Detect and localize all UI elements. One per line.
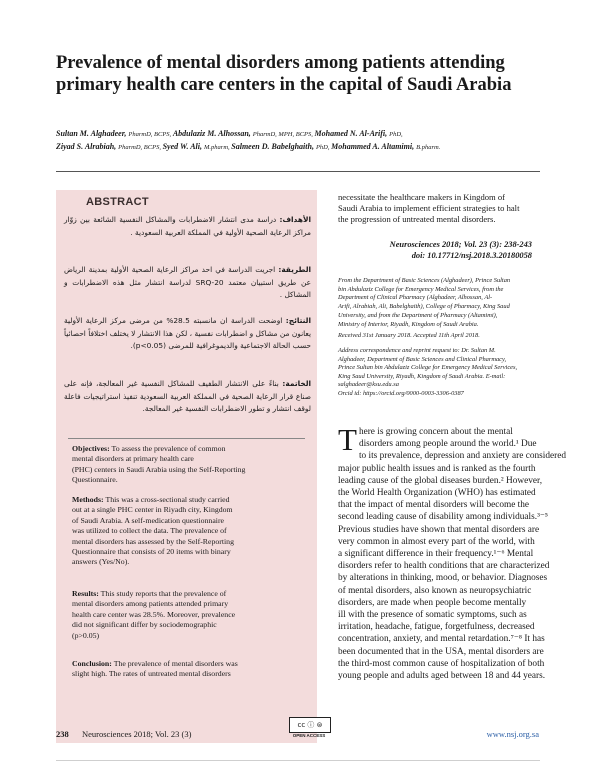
arabic-conclusion — [64, 378, 311, 416]
author-credentials: PhD, — [389, 131, 403, 138]
conclusion-line: slight high. The rates of untreated mental disorders — [72, 669, 231, 679]
title-line-1: Prevalence of mental disorders among patients attending — [56, 53, 505, 73]
citation-doi[interactable]: doi: 10.17712/nsj.2018.3.20180058 — [411, 251, 532, 260]
conclusion-line: Conclusion: The prevalence of mental disorders was — [72, 659, 238, 668]
author-name: Sultan M. Alghadeer, — [56, 129, 129, 138]
arabic-objectives — [64, 214, 311, 239]
results-paragraph — [72, 589, 296, 641]
body-line: very common in almost every part of the world, with — [338, 536, 535, 547]
body-line: concentration, anxiety, and mental retardation.⁷⁻⁸ It has — [338, 634, 545, 645]
body-line: that the impact of mental disorders will become the — [338, 500, 530, 511]
affiliations — [338, 277, 540, 329]
body-line: by alterations in thinking, mood, or behavior. Diagnoses — [338, 573, 548, 584]
body-line: of mental disorders, also known as neuropsychiatric — [338, 585, 532, 596]
author-list — [56, 128, 546, 154]
author-credentials: M.pharm, — [204, 144, 232, 151]
correspondence-line: Prince Sultan bin Abdulaziz College for Emergency Medical Services, — [338, 364, 518, 371]
page-number: 238 — [56, 729, 69, 739]
correspondence-email[interactable]: salghadeer@ksu.edu.sa — [338, 381, 399, 388]
body-line: here is growing concern about the mental — [358, 427, 513, 437]
correspondence-line: Alghadeer, Department of Basic Sciences and Clinical Pharmacy, — [338, 355, 507, 363]
author-credentials: B.pharm. — [416, 144, 441, 151]
conclusion-paragraph — [72, 659, 296, 680]
author-name: Ziyad S. Alrabiah, — [56, 142, 119, 151]
objectives-line: mental disorders at primary health care — [72, 454, 194, 464]
affiliation-line: From the Department of Basic Sciences (Alghadeer), Prince Sultan — [338, 277, 511, 284]
open-access-label: OPEN ACCESS — [292, 733, 326, 738]
affiliation-line: University, and from the Department of Pharmacy (Altamimi), — [338, 311, 498, 319]
body-line: irritation, headache, fatigue, forgetfulness, decreased — [338, 622, 535, 633]
header-divider — [56, 171, 540, 172]
results-line: mental disorders among patients attended primary — [72, 599, 229, 609]
body-line: to its prevalence, depression and anxiety are considered — [358, 451, 566, 462]
arabic-objectives-label: الأهداف: — [279, 215, 311, 224]
methods-line: of Saudi Arabia. A self-medication questionnaire — [72, 515, 225, 525]
author-line-2 — [56, 141, 546, 154]
author-credentials: PharmD, MPH, BCPS, — [252, 131, 315, 138]
body-line: major public health issues and is ranked as the fourth — [338, 463, 536, 474]
author-name: Salmeen D. Babelghaith, — [231, 142, 316, 151]
body-line: second leading cause of disability among individuals.³⁻⁵ — [338, 512, 549, 523]
correspondence — [338, 347, 540, 398]
methods-line: Questionnaire that consists of 20 items with binary — [72, 547, 231, 557]
author-name: Abdulaziz M. Alhossan, — [172, 129, 253, 138]
abstract-continuation — [338, 192, 543, 225]
methods-line: mental disorders has assessed by the Self-Reporting — [72, 536, 234, 546]
conclusion-label: Conclusion: — [72, 659, 112, 668]
arabic-results-label: النتائج: — [285, 316, 311, 325]
arabic-objectives-text: دراسة مدى انتشار الاضطرابات والمشاكل النفسية الشائعة بين زوّار مراكز الرعاية الصحية الأولية في المملكة العربية السعودية . — [64, 215, 311, 237]
body-line: the third-most common cause of hospitalization of both — [338, 658, 545, 669]
drop-cap: T — [338, 422, 357, 457]
body-line: disorders among people around the world.¹ Due — [358, 439, 537, 450]
affiliation-line: Arifi, Alrabiah, Ali, Babelghaith), College of Pharmacy, King Saud — [338, 303, 510, 311]
article-title — [56, 52, 540, 96]
introduction-text — [338, 422, 566, 682]
affiliation-line: bin Abdulaziz College for Emergency Medical Services, from the — [338, 285, 504, 293]
methods-line: out at a single PHC center in Riyadh city, Kingdom — [72, 505, 233, 515]
author-line-1 — [56, 128, 546, 141]
methods-paragraph — [72, 495, 296, 568]
body-line: young people and adults aged between 18 and 44 years. — [338, 671, 546, 682]
body-line: a significant difference in their frequency.¹⁻⁶ Mental — [338, 549, 534, 560]
affiliation-line: Department of Clinical Pharmacy (Alghadeer, Alhossan, Al- — [338, 294, 493, 302]
arabic-methods-label: الطريقة: — [278, 265, 311, 274]
methods-line: Methods: This was a cross-sectional study carried — [72, 495, 230, 504]
objectives-paragraph — [72, 444, 296, 486]
citation-block — [338, 239, 532, 261]
body-line: Previous studies have shown that mental disorders are — [338, 524, 540, 535]
footer-divider — [56, 760, 540, 761]
body-line: ill with the presence of somatic symptoms, such as — [338, 610, 527, 621]
continuation-line: necessitate the healthcare makers in Kingdom of — [338, 192, 506, 202]
body-line: the World Health Organization (WHO) has estimated — [338, 488, 536, 499]
arabic-results-text: اوضحت الدراسة ان مانسبته 28.5% من مرضى مركز الرعاية الأولية يعانون من مشاكل و اضطرابات نفسية ، لكن هذا الانتشار لا يختلف اختلافاً احصائياً حسب الحالة الاجتماعية والديموغرافية للمرضى (p<0.05). — [64, 316, 311, 350]
body-line: been documented that in the USA, mental disorders are — [338, 646, 544, 657]
author-name: Mohamed N. Al-Arifi, — [314, 129, 390, 138]
journal-url-link[interactable]: www.nsj.org.sa — [486, 729, 539, 739]
arabic-results — [64, 315, 311, 353]
arabic-conclusion-text: بناءً على الانتشار الطفيف للمشاكل النفسية غير المعالجة، فإنه على صناع قرار الرعاية الصحية في المملكة العربية السعودية تنفيذ استراتيجيات فاعلة لوقف انتشار و تطور الاضطرابات النفسية غير المعالجة. — [64, 379, 311, 413]
author-credentials: PharmD, BCPS, — [118, 144, 163, 151]
author-name: Syed W. Ali, — [162, 142, 204, 151]
orcid-link[interactable]: Orcid id: https://orcid.org/0000-0003-3306-0387 — [338, 389, 464, 397]
running-footer-journal: Neurosciences 2018; Vol. 23 (3) — [82, 729, 192, 739]
body-line: disorders, are made when people become mentally — [338, 597, 527, 608]
citation-journal: Neurosciences 2018; Vol. 23 (3): 238-243 — [389, 240, 532, 249]
results-line: did not significant differ by sociodemographic — [72, 620, 217, 630]
author-credentials: PhD, — [315, 144, 332, 151]
body-line: disorders refer to health conditions that are characterized — [338, 561, 550, 572]
abstract-divider — [68, 438, 305, 439]
methods-label: Methods: — [72, 495, 104, 504]
continuation-line: the progression of untreated mental disorders. — [338, 214, 496, 224]
methods-line: answers (Yes/No). — [72, 557, 130, 567]
results-line: Results: This study reports that the prevalence of — [72, 589, 227, 598]
objectives-line: Questionnaire. — [72, 475, 118, 485]
results-line: (p>0.05) — [72, 630, 100, 640]
correspondence-line: Address correspondence and reprint request to: Dr. Sultan M. — [338, 347, 496, 354]
continuation-line: Saudi Arabia to implement efficient strategies to halt — [338, 203, 520, 213]
objectives-label: Objectives: — [72, 444, 110, 453]
affiliation-line: Ministry of Interior, Riyadh, Kingdom of Saudi Arabia. — [338, 320, 479, 328]
abstract-panel — [56, 190, 317, 743]
creative-commons-icon[interactable]: cc ⓘ ⊜ — [289, 717, 331, 733]
received-dates: Received 31st January 2018. Accepted 11th April 2018. — [338, 332, 480, 339]
arabic-methods — [64, 264, 311, 302]
objectives-line: (PHC) centers in Saudi Arabia using the Self-Reporting — [72, 464, 246, 474]
body-line: leading cause of the global diseases burden.² However, — [338, 475, 543, 486]
arabic-conclusion-label: الخاتمة: — [282, 379, 311, 388]
arabic-methods-text: اجريت الدراسة في احد مراكز الرعاية الصحية الأولية بمدينة الرياض عن طريق استبيان معتمد SRQ-20 لدراسة انتشار مثل هذه الاضطرابات و المشاكل . — [64, 265, 311, 299]
abstract-heading: ABSTRACT — [86, 196, 149, 208]
correspondence-line: King Saud University, Riyadh, Kingdom of Saudi Arabia. E-mail: — [338, 372, 506, 380]
methods-line: was utilized to collect the data. The prevalence of — [72, 526, 227, 536]
results-label: Results: — [72, 589, 99, 598]
objectives-line: Objectives: To assess the prevalence of common — [72, 444, 226, 453]
title-line-2: primary health care centers in the capital of Saudi Arabia — [56, 75, 512, 95]
author-credentials: PharmD, BCPS, — [128, 131, 173, 138]
results-line: health care center was 28.5%. Moreover, prevalence — [72, 609, 236, 619]
author-name: Mohammed A. Altamimi, — [331, 142, 417, 151]
